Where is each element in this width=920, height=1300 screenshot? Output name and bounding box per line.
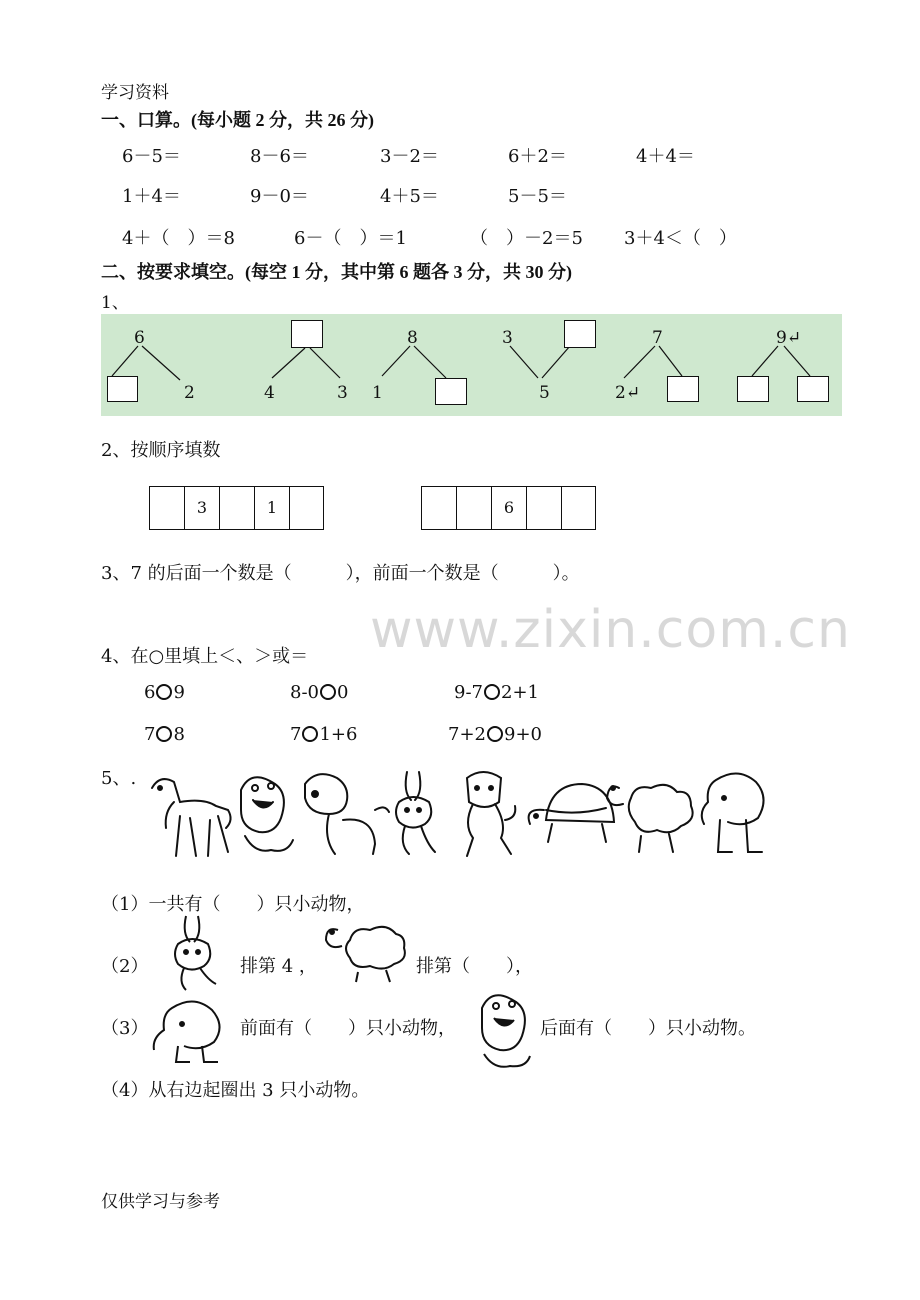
compare-circle[interactable] (484, 684, 500, 700)
calc-item: 6＋2＝ (508, 146, 567, 167)
rabbit-icon (396, 772, 435, 854)
turtle-icon (529, 784, 614, 842)
bond6-answer-box-right[interactable] (797, 376, 829, 402)
bond2-left: 4 (264, 383, 275, 403)
elephant-icon (702, 773, 764, 852)
bond6-top: 9↵ (776, 328, 802, 348)
compare-circle[interactable] (302, 726, 318, 742)
compare-item: 8-0 0 (290, 682, 349, 703)
bond4-left: 3 (502, 328, 513, 348)
sequence-cell[interactable] (219, 486, 254, 530)
sequence-cell[interactable]: 3 (184, 486, 219, 530)
bond3-top: 8 (407, 328, 418, 348)
sequence-cell[interactable]: 1 (254, 486, 289, 530)
sheep-icon (607, 785, 693, 852)
q5-1-text: （1）一共有（ ）只小动物， (101, 894, 365, 915)
compare-circle[interactable] (320, 684, 336, 700)
bond6-answer-box-left[interactable] (737, 376, 769, 402)
bond1-right: 2 (184, 383, 195, 403)
calc-item: （ ）－2＝5 (470, 228, 583, 249)
q1-label: 1、 (101, 293, 129, 313)
calc-item: 3＋4＜（ ） (624, 228, 737, 249)
bond2-right: 3 (337, 383, 348, 403)
q5-label: 5、. (101, 768, 137, 789)
calc-item: 8－6＝ (250, 146, 309, 167)
bond5-left: 2↵ (615, 383, 641, 403)
bond5-answer-box[interactable] (667, 376, 699, 402)
watermark: www.zixin.com.cn (370, 600, 851, 660)
compare-circle[interactable] (156, 684, 172, 700)
compare-item: 9-7 2+1 (454, 682, 539, 703)
sheep-icon (322, 918, 408, 984)
section1-title: 一、口算。(每小题 2 分，共 26 分) (101, 110, 374, 130)
bond3-answer-box[interactable] (435, 378, 467, 405)
rabbit-icon (160, 912, 226, 992)
q5-2-question: 排第（ ）， (416, 956, 533, 977)
sequence-cell[interactable] (526, 486, 561, 530)
sequence-cell[interactable] (456, 486, 491, 530)
calc-item: 1＋4＝ (122, 186, 181, 207)
q2-label: 2、按顺序填数 (101, 440, 221, 461)
compare-circle[interactable] (156, 726, 172, 742)
q4-label: 4、在○里填上＜、＞或＝ (101, 646, 309, 667)
compare-item: 7 8 (144, 724, 185, 745)
q5-4-text: （4）从右边起圈出 3 只小动物。 (101, 1080, 370, 1101)
page-header: 学习资料 (101, 83, 169, 103)
horse-icon (152, 779, 231, 856)
bond1-top: 6 (134, 328, 145, 348)
sequence-cell[interactable] (289, 486, 324, 530)
frog-icon (241, 777, 293, 851)
section2-title: 二、按要求填空。(每空 1 分，其中第 6 题各 3 分，共 30 分) (101, 262, 572, 282)
calc-item: 4＋5＝ (380, 186, 439, 207)
bond4-answer-box[interactable] (564, 320, 596, 348)
dog-icon (305, 774, 389, 854)
q3-text: 3、7 的后面一个数是（ ），前面一个数是（ ）。 (101, 563, 580, 584)
q5-3-prefix: （3） (101, 1018, 149, 1039)
sequence-cell[interactable] (561, 486, 596, 530)
bond3-left: 1 (372, 383, 383, 403)
sequence-cell[interactable] (421, 486, 456, 530)
animal-row (130, 770, 770, 865)
sequence-cell[interactable]: 6 (491, 486, 526, 530)
sequence-cell[interactable] (149, 486, 184, 530)
calc-item: 5－5＝ (508, 186, 567, 207)
calc-item: 6－5＝ (122, 146, 181, 167)
q5-2-rank-text: 排第 4 ， (240, 956, 317, 977)
calc-item: 9－0＝ (250, 186, 309, 207)
compare-item: 7 1+6 (290, 724, 358, 745)
calc-item: 6－（ ）＝1 (294, 228, 407, 249)
compare-circle[interactable] (487, 726, 503, 742)
bond1-answer-box[interactable] (107, 376, 138, 402)
bond4-bottom: 5 (539, 383, 550, 403)
q5-3-back-text: 后面有（ ）只小动物。 (540, 1018, 756, 1039)
page-footer: 仅供学习与参考 (101, 1192, 220, 1212)
calc-item: 4＋4＝ (636, 146, 695, 167)
frog-icon (466, 986, 538, 1072)
elephant-icon (148, 998, 228, 1068)
compare-item: 7+2 9+0 (448, 724, 542, 745)
bond5-top: 7 (652, 328, 663, 348)
calc-item: 4＋（ ）＝8 (122, 228, 235, 249)
q5-3-front-text: 前面有（ ）只小动物， (240, 1018, 456, 1039)
number-bond-lines (0, 0, 920, 430)
monkey-icon (467, 772, 515, 856)
compare-item: 6 9 (144, 682, 185, 703)
q5-2-prefix: （2） (101, 956, 149, 977)
calc-item: 3－2＝ (380, 146, 439, 167)
bond2-answer-box[interactable] (291, 320, 323, 348)
